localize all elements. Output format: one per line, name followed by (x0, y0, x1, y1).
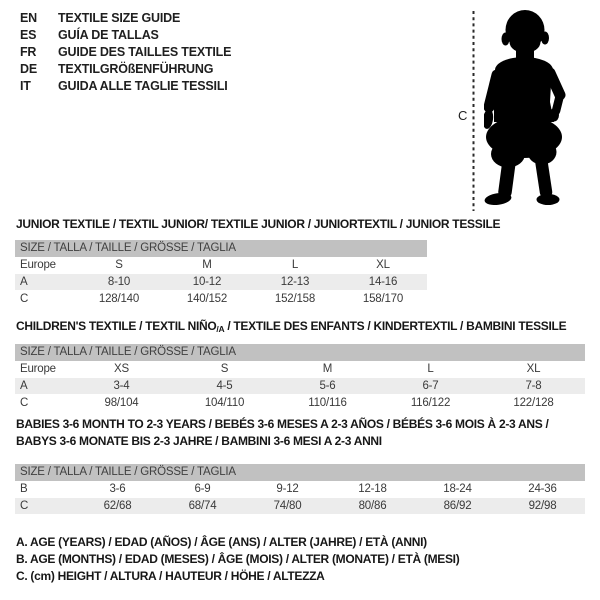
language-code: IT (20, 79, 31, 93)
title-part: / TEXTILE DES ENFANTS / KINDERTEXTIL / BAMBINI TESSILE (224, 319, 567, 333)
table-row-height-cm (15, 290, 427, 307)
table-cell: 80/86 (358, 500, 387, 513)
table-cell: 86/92 (443, 500, 472, 513)
table-cell: 62/68 (103, 500, 132, 513)
language-row-es (20, 27, 231, 44)
table-cell: 92/98 (528, 500, 557, 513)
section-title-babies (16, 416, 548, 450)
height-measure-dashed-line-icon (472, 10, 476, 212)
table-cell: 158/170 (362, 292, 404, 305)
table-cell: 128/140 (98, 292, 140, 305)
table-header-bar: SIZE / TALLA / TAILLE / GRÖSSE / TAGLIA (15, 240, 427, 257)
section-title-children (16, 318, 566, 338)
table-cell: 116/122 (410, 396, 451, 409)
legend-notes (16, 534, 459, 585)
table-cell: 5-6 (319, 380, 336, 393)
guide-title-fr: GUIDE DES TAILLES TEXTILE (58, 45, 232, 59)
language-code: DE (20, 62, 37, 76)
section-title-junior: JUNIOR TEXTILE / TEXTIL JUNIOR/ TEXTILE JUNIOR / JUNIORTEXTIL / JUNIOR TESSILE (16, 217, 501, 231)
table-cell: 122/128 (513, 396, 554, 409)
babies-size-table (15, 464, 585, 514)
table-cell: L (427, 363, 434, 376)
table-cell: 18-24 (443, 483, 472, 496)
row-label: A (20, 380, 28, 393)
table-cell: S (220, 363, 229, 376)
table-row-age-months (15, 481, 585, 498)
table-cell: 12-18 (358, 483, 387, 496)
table-cell: 9-12 (276, 483, 299, 496)
table-cell: 140/152 (186, 292, 228, 305)
table-cell: 7-8 (525, 380, 542, 393)
table-cell: XS (114, 363, 129, 376)
language-title-list (20, 10, 231, 95)
table-cell: 12-13 (280, 276, 310, 289)
table-cell: 8-10 (107, 276, 131, 289)
table-cell: 152/158 (274, 292, 316, 305)
row-label: C (20, 396, 29, 409)
title-part: CHILDREN'S TEXTILE / TEXTIL NIÑO (16, 319, 217, 333)
row-label: A (20, 276, 28, 289)
guide-title-de: TEXTILGRÖßENFÜHRUNG (58, 62, 214, 76)
table-row-height-cm (15, 498, 585, 515)
language-row-en (20, 10, 231, 27)
table-cell: L (291, 259, 299, 272)
table-cell: 24-36 (528, 483, 557, 496)
table-row-height-cm (15, 394, 585, 411)
table-cell: S (115, 259, 123, 272)
table-cell: M (322, 363, 333, 376)
language-row-de (20, 61, 231, 78)
children-size-table (15, 344, 585, 411)
title-subscript: /A (216, 324, 225, 334)
row-label: C (20, 500, 29, 513)
language-code: FR (20, 45, 37, 59)
table-row-europe (15, 257, 427, 274)
legend-note-b: B. AGE (MONTHS) / EDAD (MESES) / ÂGE (MOIS) / ALTER (MONATE) / ETÀ (MESI) (16, 552, 460, 566)
table-cell: 74/80 (273, 500, 302, 513)
baby-silhouette-icon (484, 7, 566, 206)
junior-size-table (15, 240, 427, 307)
table-cell: 6-9 (194, 483, 211, 496)
table-cell: 6-7 (422, 380, 439, 393)
legend-note-a: A. AGE (YEARS) / EDAD (AÑOS) / ÂGE (ANS) / ALTER (JAHRE) / ETÀ (ANNI) (16, 535, 427, 549)
legend-note-c: C. (cm) HEIGHT / ALTURA / HAUTEUR / HÖHE / ALTEZZA (16, 569, 325, 583)
table-cell: 14-16 (368, 276, 398, 289)
table-cell: 4-5 (216, 380, 233, 393)
table-cell: 98/104 (104, 396, 139, 409)
table-cell: 68/74 (188, 500, 217, 513)
row-label: Europe (20, 363, 56, 376)
row-label: B (20, 483, 28, 496)
table-cell: M (202, 259, 212, 272)
language-code: ES (20, 28, 37, 42)
guide-title-es: GUÍA DE TALLAS (58, 28, 159, 42)
language-row-it (20, 78, 231, 95)
table-cell: XL (526, 363, 541, 376)
height-dimension-label: C (458, 108, 468, 123)
title-line-2: BABYS 3-6 MONATE BIS 2-3 JAHRE / BAMBINI 3-6 MESI A 2-3 ANNI (16, 434, 382, 448)
table-cell: 3-4 (113, 380, 130, 393)
table-row-age-years (15, 274, 427, 291)
table-cell: 3-6 (109, 483, 126, 496)
language-code: EN (20, 11, 37, 25)
table-row-europe (15, 361, 585, 378)
row-label: Europe (20, 259, 56, 272)
row-label: C (20, 292, 29, 305)
table-header-bar: SIZE / TALLA / TAILLE / GRÖSSE / TAGLIA (15, 464, 585, 481)
language-row-fr (20, 44, 231, 61)
table-cell: 10-12 (192, 276, 222, 289)
table-cell: 104/110 (204, 396, 245, 409)
title-line-1: BABIES 3-6 MONTH TO 2-3 YEARS / BEBÉS 3-6 MESES A 2-3 AÑOS / BÉBÉS 3-6 MOIS À 2-3 ANS / (16, 417, 549, 431)
table-cell: XL (376, 259, 390, 272)
table-cell: 110/116 (308, 396, 347, 409)
table-header-bar: SIZE / TALLA / TAILLE / GRÖSSE / TAGLIA (15, 344, 585, 361)
guide-title-it: GUIDA ALLE TAGLIE TESSILI (58, 79, 228, 93)
table-row-age-years (15, 378, 585, 395)
guide-title-en: TEXTILE SIZE GUIDE (58, 11, 181, 25)
